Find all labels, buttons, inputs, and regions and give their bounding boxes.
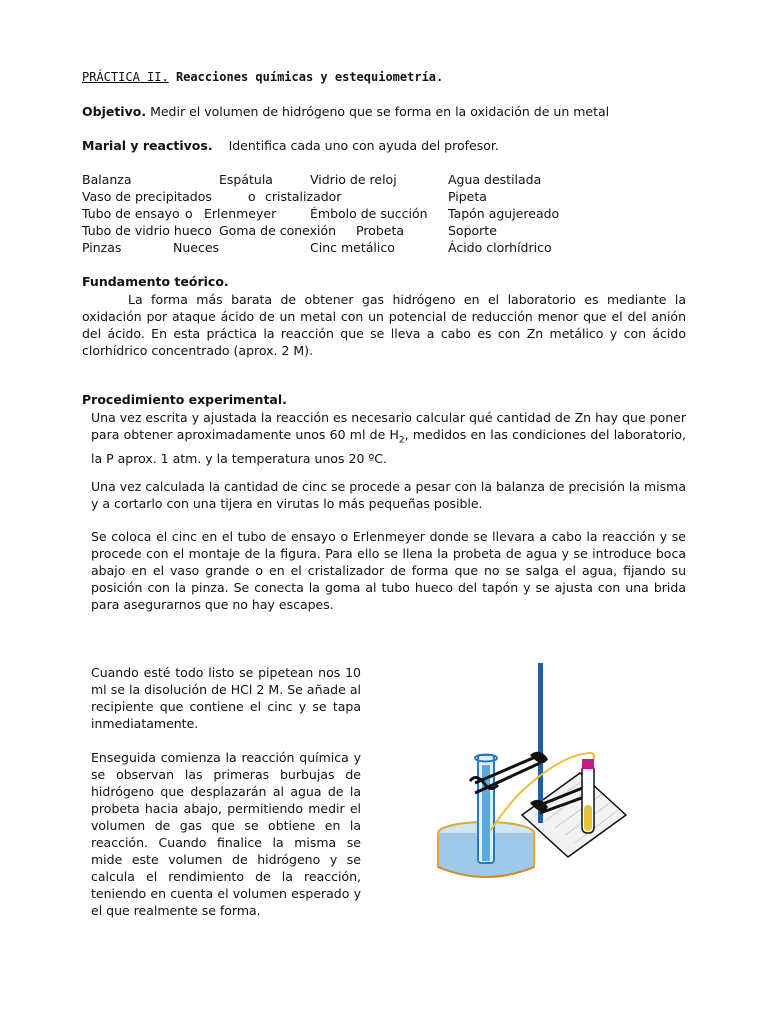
material-connector: o bbox=[248, 189, 256, 204]
material-connector: o bbox=[185, 206, 193, 221]
practice-number: PRÁCTICA II. bbox=[82, 70, 169, 84]
procedure-p1-part-a: Una vez escrita y ajustada la reacción es necesario calcular qué cantidad de Zn hay que poner para obtener aproximadamente unos 60 ml de H bbox=[91, 410, 686, 442]
stopper bbox=[582, 759, 594, 769]
hydrogen-collection-apparatus-icon bbox=[430, 655, 640, 885]
objective-label: Objetivo. bbox=[82, 104, 147, 119]
practice-subject: Reacciones químicas y estequiometría. bbox=[175, 70, 444, 84]
material-item: Soporte bbox=[448, 223, 497, 238]
stand-base-plate bbox=[522, 773, 626, 857]
clamp-nut bbox=[530, 752, 548, 763]
theory-text: La forma más barata de obtener gas hidrógeno en el laboratorio es mediante la oxidación por ataque ácido de un metal con un potencial de reducción menor que el del anión del ácido. En esta práctica la reacción que se lleva a cabo es con Zn metálico y con ácido clorhídrico concentrado (aprox. 2 M). bbox=[82, 292, 686, 358]
material-item: Goma de conexión bbox=[219, 223, 337, 238]
materials-instruction: Identifica cada uno con ayuda del profesor. bbox=[228, 138, 499, 153]
procedure-paragraph-2: Una vez calculada la cantidad de cinc se procede a pesar con la balanza de precisión la misma y a cortarlo con una tijera en virutas lo más pequeñas posible. bbox=[91, 479, 686, 511]
material-item: Vaso de precipitados bbox=[82, 189, 212, 204]
material-item: Tubo de ensayo bbox=[82, 206, 180, 221]
material-item: cristalizador bbox=[265, 189, 342, 204]
material-item: Vidrio de reloj bbox=[310, 172, 397, 187]
material-item: Agua destilada bbox=[448, 172, 542, 187]
procedure-paragraph-4: Cuando esté todo listo se pipetean nos 10 ml se la disolución de HCl 2 M. Se añade al recipiente que contiene el cinc y se tapa inmediatamente. bbox=[91, 665, 361, 731]
procedure-heading: Procedimiento experimental. bbox=[82, 392, 287, 407]
material-item: Cinc metálico bbox=[310, 240, 395, 255]
material-item: Probeta bbox=[356, 223, 405, 238]
procedure-paragraph-1 bbox=[91, 409, 686, 467]
objective-line bbox=[82, 104, 609, 119]
objective-text: Medir el volumen de hidrógeno que se forma en la oxidación de un metal bbox=[150, 104, 610, 119]
material-item: Tubo de vidrio hueco bbox=[82, 223, 212, 238]
materials-label: Marial y reactivos. bbox=[82, 138, 213, 153]
page-title bbox=[82, 70, 443, 84]
procedure-paragraph-5: Enseguida comienza la reacción química y se observan las primeras burbujas de hidrógeno que desplazarán al agua de la probeta hacia abajo, permitiendo medir el volumen de gas que se obtiene en la reacción. Cuando finalice la misma se mide este volumen de hidrógeno y se calcula el rendimiento de la reacción, teniendo en cuenta el volumen esperado y el que realmente se forma. bbox=[91, 750, 361, 918]
theory-heading: Fundamento teórico. bbox=[82, 274, 229, 289]
procedure-p1-part-b: , medidos en las condiciones del laboratorio, la P aprox. 1 atm. y la temperatura unos 20 ºC. bbox=[91, 427, 686, 466]
material-item: Nueces bbox=[173, 240, 220, 255]
material-item: Espátula bbox=[219, 172, 273, 187]
material-item: Erlenmeyer bbox=[204, 206, 277, 221]
h2-subscript: 2 bbox=[398, 435, 405, 446]
zinc-chips bbox=[584, 805, 592, 831]
material-item: Balanza bbox=[82, 172, 132, 187]
materials-line bbox=[82, 138, 499, 153]
procedure-paragraph-3: Se coloca el cinc en el tubo de ensayo o Erlenmeyer donde se llevara a cabo la reacción y se procede con el montaje de la figura. Para ello se llena la probeta de agua y se introduce boca abajo en el vaso grande o en el cristalizador de forma que no se salga el agua, fijando su posición con la pinza. Se conecta la goma al tubo hueco del tapón y se ajusta con una brida para asegurarnos que no hay escapes. bbox=[91, 529, 686, 612]
material-item: Ácido clorhídrico bbox=[448, 240, 552, 255]
stand-rod bbox=[538, 663, 543, 823]
material-item: Pipeta bbox=[448, 189, 487, 204]
material-item: Émbolo de succión bbox=[310, 206, 428, 221]
material-item: Pinzas bbox=[82, 240, 122, 255]
material-item: Tapón agujereado bbox=[448, 206, 560, 221]
